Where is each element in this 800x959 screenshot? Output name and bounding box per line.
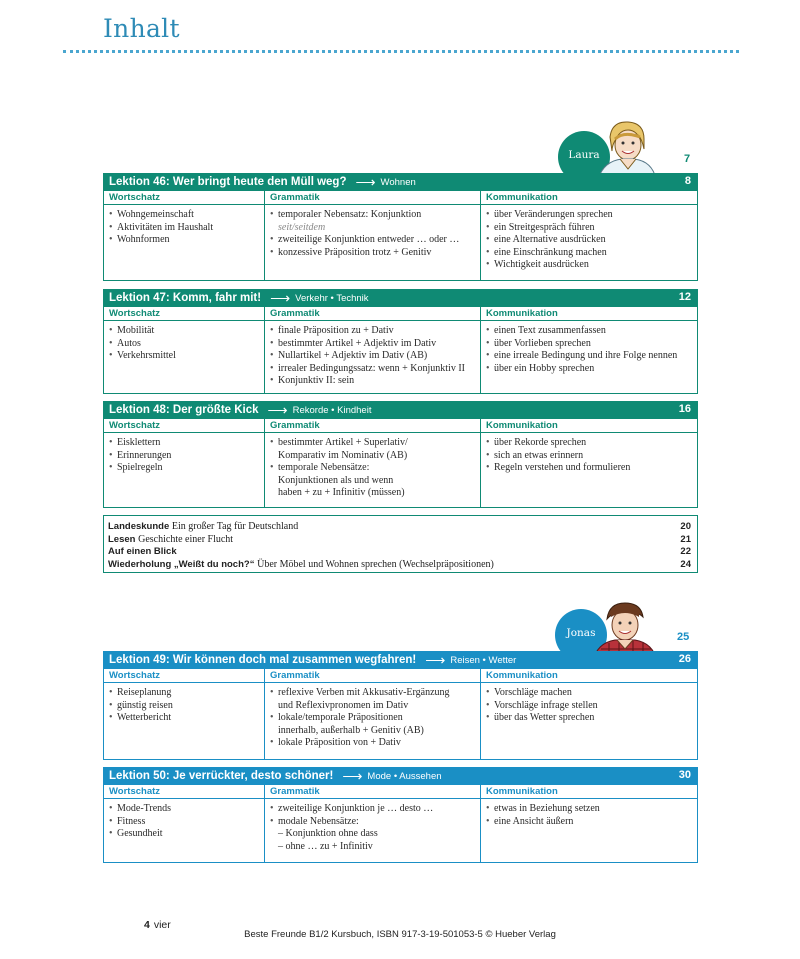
list-item: • Wetterbericht	[108, 712, 260, 725]
list-item: • Aktivitäten im Haushalt	[108, 222, 260, 235]
list-item: – ohne … zu + Infinitiv	[278, 840, 373, 852]
summary-label: Wiederholung „Weißt du noch?“	[108, 558, 255, 570]
laura-portrait-icon	[594, 119, 658, 179]
grammatik-cell	[265, 433, 481, 508]
summary-label: Lesen	[108, 533, 136, 545]
wortschatz-cell	[103, 205, 265, 281]
list-item: • ein Streitgespräch führen	[485, 222, 693, 235]
list-item: • konzessive Präposition trotz + Genitiv	[269, 247, 476, 260]
column-header-wortschatz: Wortschatz	[103, 785, 265, 799]
column-header-grammatik: Grammatik	[265, 785, 481, 799]
list-item: Konjunktionen als und wenn	[278, 474, 394, 486]
lesson-title: Lektion 48: Der größte Kick	[109, 404, 259, 416]
list-item: • eine Alternative ausdrücken	[485, 234, 693, 247]
lesson-47	[103, 289, 698, 394]
jonas-name: Jonas	[566, 627, 596, 639]
summary-row	[108, 521, 693, 534]
lesson-page: 26	[678, 653, 691, 665]
grammatik-cell	[265, 321, 481, 394]
list-item: und Reflexivpronomen im Dativ	[278, 699, 409, 711]
arrow-right-icon: ⟶	[267, 402, 288, 418]
lesson-48	[103, 401, 698, 508]
column-header-kommunikation: Kommunikation	[481, 191, 698, 205]
lesson-49	[103, 651, 698, 760]
list-item: • etwas in Beziehung setzen	[485, 803, 693, 816]
lesson-title: Lektion 47: Komm, fahr mit!	[109, 292, 262, 304]
list-item: • Wohngemeinschaft	[108, 209, 260, 222]
list-item: • Reiseplanung	[108, 687, 260, 700]
laura-name: Laura	[568, 149, 600, 161]
lesson-page: 30	[678, 769, 691, 781]
wortschatz-cell	[103, 321, 265, 394]
list-item: • Mobilität	[108, 325, 260, 338]
lesson-topic: Wohnen	[380, 176, 416, 188]
list-item: Komparativ im Nominativ (AB)	[278, 449, 408, 461]
column-header-kommunikation: Kommunikation	[481, 419, 698, 433]
list-item: • über ein Hobby sprechen	[485, 363, 693, 376]
wortschatz-cell	[103, 799, 265, 863]
dotted-divider	[63, 50, 739, 53]
column-header-grammatik: Grammatik	[265, 307, 481, 321]
list-item: • Nullartikel + Adjektiv im Dativ (AB)	[269, 350, 476, 363]
grammatik-cell	[265, 683, 481, 760]
summary-label: Landeskunde	[108, 521, 170, 532]
footer-credit: Beste Freunde B1/2 Kursbuch, ISBN 917-3-19-501053-5 © Hueber Verlag	[244, 929, 556, 940]
list-item: • lokale Präposition von + Dativ	[269, 737, 476, 750]
wortschatz-cell	[103, 683, 265, 760]
list-item: • Vorschläge infrage stellen	[485, 700, 693, 713]
list-item: • Autos	[108, 338, 260, 351]
list-item: • sich an etwas erinnern	[485, 450, 693, 463]
column-header-kommunikation: Kommunikation	[481, 307, 698, 321]
summary-label: Auf einen Blick	[108, 546, 177, 557]
list-item: • Wichtigkeit ausdrücken	[485, 259, 693, 272]
summary-text: Über Möbel und Wohnen sprechen (Wechselpräpositionen)	[257, 558, 494, 570]
lesson-topic: Reisen • Wetter	[450, 654, 517, 666]
column-header-wortschatz: Wortschatz	[103, 191, 265, 205]
arrow-right-icon: ⟶	[342, 768, 363, 784]
list-item: • zweiteilige Konjunktion je … desto …	[269, 803, 476, 816]
grammatik-cell	[265, 205, 481, 281]
list-item: • Gesundheit	[108, 828, 260, 841]
list-item: haben + zu + Infinitiv (müssen)	[278, 487, 405, 498]
list-item: • Vorschläge machen	[485, 687, 693, 700]
list-item: • bestimmter Artikel + Adjektiv im Dativ	[269, 338, 476, 351]
list-item: • über Rekorde sprechen	[485, 437, 693, 450]
lesson-page: 12	[678, 291, 691, 303]
lesson-page: 8	[684, 175, 691, 187]
kommunikation-cell	[481, 683, 698, 760]
kommunikation-cell	[481, 321, 698, 394]
list-item: • Regeln verstehen und formulieren	[485, 462, 693, 475]
summary-page: 21	[680, 533, 691, 545]
column-header-kommunikation: Kommunikation	[481, 785, 698, 799]
list-item: • über Veränderungen sprechen	[485, 209, 693, 222]
list-item: • Konjunktiv II: sein	[269, 375, 476, 388]
arrow-right-icon: ⟶	[425, 652, 446, 668]
list-item: • Mode-Trends	[108, 803, 260, 816]
kommunikation-cell	[481, 433, 698, 508]
list-item: • einen Text zusammenfassen	[485, 325, 693, 338]
column-header-kommunikation: Kommunikation	[481, 669, 698, 683]
arrow-right-icon: ⟶	[355, 174, 376, 190]
lesson-50	[103, 767, 698, 863]
lesson-topic: Rekorde • Kindheit	[292, 404, 372, 416]
summary-text: Geschichte einer Flucht	[138, 533, 234, 545]
list-item: • günstig reisen	[108, 700, 260, 713]
lesson-title: Lektion 49: Wir können doch mal zusammen wegfahren!	[109, 654, 417, 666]
list-item: • Erinnerungen	[108, 450, 260, 463]
list-item: • Fitness	[108, 816, 260, 829]
list-item: • über Vorlieben sprechen	[485, 338, 693, 351]
jonas-page: 25	[677, 631, 690, 643]
list-item: • eine Ansicht äußern	[485, 816, 693, 829]
lesson-title: Lektion 50: Je verrückter, desto schöner!	[109, 770, 334, 782]
list-item: • eine irreale Bedingung und ihre Folge nennen	[485, 350, 693, 363]
summary-row	[108, 534, 693, 547]
list-item: • reflexive Verben mit Akkusativ-Ergänzung	[269, 687, 476, 700]
list-item: • finale Präposition zu + Dativ	[269, 325, 476, 338]
laura-page: 7	[684, 153, 691, 165]
lesson-header	[103, 173, 698, 191]
column-header-wortschatz: Wortschatz	[103, 669, 265, 683]
list-item: • Verkehrsmittel	[108, 350, 260, 363]
summary-page: 24	[680, 558, 691, 570]
list-item: seit/seitdem	[278, 221, 326, 233]
list-item: • bestimmter Artikel + Superlativ/	[269, 437, 476, 450]
list-item: • modale Nebensätze:	[269, 816, 476, 829]
lesson-page: 16	[678, 403, 691, 415]
kommunikation-cell	[481, 205, 698, 281]
summary-page: 22	[680, 546, 691, 557]
column-header-grammatik: Grammatik	[265, 191, 481, 205]
summary-box	[103, 515, 698, 573]
page-title: Inhalt	[103, 14, 180, 43]
list-item: • eine Einschränkung machen	[485, 247, 693, 260]
list-item: • lokale/temporale Präpositionen	[269, 712, 476, 725]
lesson-header	[103, 767, 698, 785]
list-item: – Konjunktion ohne dass	[278, 828, 378, 839]
column-header-grammatik: Grammatik	[265, 669, 481, 683]
page-number-digit: 4	[144, 919, 150, 931]
lesson-46	[103, 173, 698, 281]
summary-row	[108, 559, 693, 572]
summary-row	[108, 546, 693, 559]
wortschatz-cell	[103, 433, 265, 508]
summary-text: Ein großer Tag für Deutschland	[171, 521, 299, 532]
list-item: • über das Wetter sprechen	[485, 712, 693, 725]
lesson-title: Lektion 46: Wer bringt heute den Müll weg?	[109, 176, 347, 188]
page-number-word: vier	[153, 919, 171, 931]
column-header-wortschatz: Wortschatz	[103, 419, 265, 433]
lesson-header	[103, 289, 698, 307]
list-item: • temporaler Nebensatz: Konjunktion	[269, 209, 476, 222]
lesson-topic: Mode • Aussehen	[367, 770, 442, 782]
list-item: • Spielregeln	[108, 462, 260, 475]
column-header-wortschatz: Wortschatz	[103, 307, 265, 321]
kommunikation-cell	[481, 799, 698, 863]
grammatik-cell	[265, 799, 481, 863]
lesson-header	[103, 401, 698, 419]
list-item: • temporale Nebensätze:	[269, 462, 476, 475]
list-item: • irrealer Bedingungssatz: wenn + Konjunktiv II	[269, 363, 476, 376]
list-item: • zweiteilige Konjunktion entweder … oder …	[269, 234, 476, 247]
lesson-header	[103, 651, 698, 669]
column-header-grammatik: Grammatik	[265, 419, 481, 433]
summary-page: 20	[680, 521, 691, 532]
list-item: innerhalb, außerhalb + Genitiv (AB)	[278, 724, 424, 736]
arrow-right-icon: ⟶	[270, 290, 291, 306]
list-item: • Wohnformen	[108, 234, 260, 247]
list-item: • Eisklettern	[108, 437, 260, 450]
lesson-topic: Verkehr • Technik	[295, 292, 369, 304]
